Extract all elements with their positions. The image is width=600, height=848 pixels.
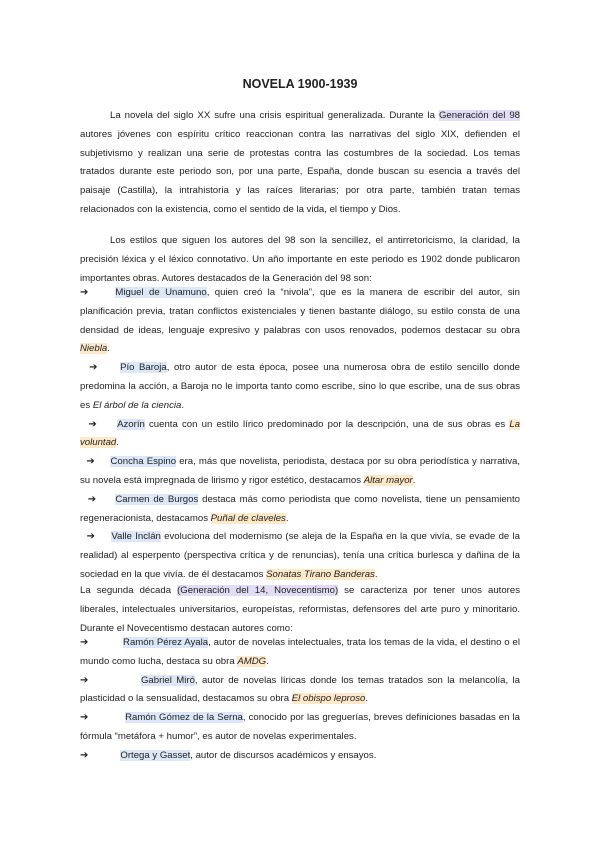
author-name: Ramón Pérez Ayala (123, 637, 209, 648)
work-title: Puñal de claveles (210, 512, 286, 524)
list-item: ➔ Azorín cuenta con un estilo lírico predominado por la descripción, una de sus obras es La voluntad. (80, 416, 520, 454)
author-name: Concha Espino (110, 456, 177, 468)
work-title: Altar mayor (363, 474, 413, 486)
author-name: Ortega y Gasset (120, 749, 191, 761)
work-title: Niebla (80, 343, 108, 355)
list-item: ➔ Ramón Gómez de la Serna, conocido por las greguerías, breves definiciones basadas en la fórmula “metáfora + humor”, es autor de novelas experimentales. (80, 709, 520, 747)
author-name: Azorín (117, 418, 145, 430)
author-name: Ramón Gómez de la Serna (125, 712, 243, 724)
list-item: ➔ Valle Inclán evoluciona del modernismo (se aleja de la España en la que vivía, se evade de la realidad) al esperpento (perspectiva crítica y de renuncias), tenía una crítica burlesca y dañina de la sociedad en la que vivía. de él destacamos Sonatas Tirano Banderas. (80, 528, 520, 584)
list-item: ➔ Ramón Pérez Ayala, autor de novelas intelectuales, trata los temas de la vida, el destino o el mundo como lucha, destaca su obra AMDG. (80, 634, 520, 672)
list-item: ➔ Miguel de Unamuno, quien creó la “nivola”, que es la manera de escribir del autor, sin planificación previa, tratan conflictos existenciales y tienen bastante diálogo, su estilo consta de una densidad de ideas, lenguaje expresivo y palabras con usos renovados, podemos destacar su obra Niebla. (80, 284, 520, 359)
work-title: La voluntad (80, 418, 520, 449)
arrow-icon: ➔ (80, 674, 89, 686)
paragraph-text: se caracteriza por tener unos autores liberales, intelectuales universitarios, europeístas, reformistas, defensores del arte puro y minoritario. Durante el Novecentismo destacan autores como: (80, 585, 520, 634)
paragraph-text: Los estilos que siguen los autores del 98 son la sencillez, el antirretoricismo, la claridad, la precisión léxica y el léxico connotativo. Un año importante en este periodo es 1902 donde publicaron importantes obras. Autores destacados de la Generación del 98 son: (80, 235, 520, 284)
paragraph-novecentismo (80, 582, 520, 638)
list-novecentismo (80, 634, 520, 766)
work-title: AMDG (237, 655, 267, 667)
list-item: ➔ Carmen de Burgos destaca más como periodista que como novelista, tiene un pensamiento regeneracionista, destacamos Puñal de claveles. (80, 491, 520, 529)
paragraph-text: La novela del siglo XX sufre una crisis espiritual generalizada. Durante la (110, 110, 439, 121)
list-item: ➔ Pío Baroja, otro autor de esta época, posee una numerosa obra de estilo sencillo donde predomina la acción, a Baroja no le importa tanto como escribe, sino lo que escribe, una de sus obras es El árbol de la ciencia. (80, 359, 520, 415)
arrow-icon: ➔ (80, 637, 89, 648)
work-title: El obispo leproso (291, 693, 366, 705)
highlight-generacion-98: Generación del 98 (438, 110, 520, 121)
arrow-icon: ➔ (88, 418, 97, 430)
paragraph-text: La segunda década (80, 585, 178, 596)
paragraph-styles (80, 232, 520, 288)
arrow-icon: ➔ (89, 362, 98, 374)
author-name: Valle Inclán (111, 531, 161, 543)
arrow-icon: ➔ (80, 749, 89, 761)
work-title: Sonatas Tirano Banderas (266, 568, 375, 580)
arrow-icon: ➔ (86, 531, 95, 543)
list-item: ➔ Ortega y Gasset, autor de discursos académicos y ensayos. (80, 747, 520, 766)
list-generacion-98 (80, 284, 520, 585)
paragraph-text: autores jóvenes con espíritu crítico reaccionan contra las narrativas del siglo XIX, defienden el subjetivismo y realizan una serie de protestas contra las costumbres de la sociedad. Los temas tratados durante este periodo son, por una parte, España, donde buscan su esencia a través del paisaje (Castilla), la intrahistoria y las raíces literarias; por otra parte, también tratan temas relacionados con la existencia, como el sentido de la vida, el tiempo y Dios. (80, 128, 520, 215)
author-name: Gabriel Miró (140, 674, 195, 686)
arrow-icon: ➔ (86, 456, 95, 468)
paragraph-intro (80, 107, 520, 220)
list-item: ➔ Gabriel Miró, autor de novelas líricas donde los temas tratados son la melancolía, la plasticidad o la sensualidad, destacamos su obra El obispo leproso. (80, 672, 520, 710)
list-item: ➔ Concha Espino era, más que novelista, periodista, destaca por su obra periodística y narrativa, su novela está impregnada de lirismo y rigor estético, destacamos Altar mayor. (80, 453, 520, 491)
author-name: Pío Baroja (120, 362, 167, 374)
author-name: Miguel de Unamuno (115, 287, 207, 298)
work-title: El árbol de la ciencia (92, 399, 182, 411)
arrow-icon: ➔ (87, 493, 97, 505)
arrow-icon: ➔ (80, 287, 89, 298)
arrow-icon: ➔ (80, 712, 89, 724)
page-title: NOVELA 1900-1939 (242, 77, 358, 91)
author-name: Carmen de Burgos (115, 493, 199, 505)
highlight-generacion-14: (Generación del 14, Novecentismo) (177, 585, 339, 596)
